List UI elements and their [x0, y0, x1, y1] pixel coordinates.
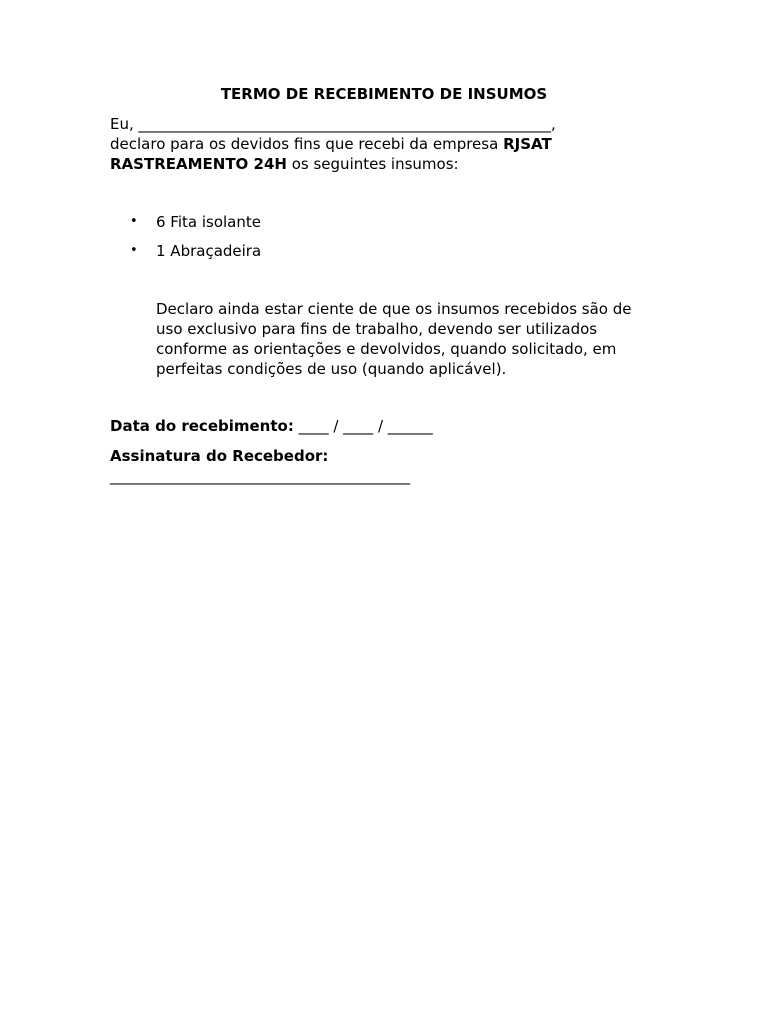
- declaration-paragraph: [156, 299, 656, 379]
- receipt-date-blank: ____ / ____ / ______: [293, 417, 433, 435]
- company-name-part2: RASTREAMENTO 24H: [110, 155, 287, 173]
- intro-name-line: Eu, _______________________________________________________,: [110, 115, 556, 133]
- document-title: TERMO DE RECEBIMENTO DE INSUMOS: [220, 85, 548, 103]
- signature-label: Assinatura do Recebedor:: [110, 447, 329, 465]
- signature-label-row: [110, 446, 328, 466]
- company-name-part1: RJSAT: [503, 135, 552, 153]
- item-text: 6 Fita isolante: [156, 213, 261, 231]
- supplies-list: [110, 212, 261, 270]
- intro-company-line-2: [110, 154, 610, 174]
- intro-company-line: [110, 134, 610, 154]
- bullet-icon: •: [130, 214, 138, 229]
- list-item: [110, 241, 261, 261]
- intro-text-suffix: os seguintes insumos:: [286, 155, 459, 173]
- intro-text: declaro para os devidos fins que recebi da empresa: [110, 135, 504, 153]
- signature-line: ________________________________________: [110, 467, 410, 485]
- receipt-date-label: Data do recebimento:: [110, 417, 294, 435]
- list-item: [110, 212, 261, 232]
- bullet-icon: •: [130, 243, 138, 258]
- item-text: 1 Abraçadeira: [156, 242, 262, 260]
- intro-paragraph: [110, 114, 610, 174]
- declaration-line: perfeitas condições de uso (quando aplicável).: [156, 360, 507, 378]
- declaration-line: uso exclusivo para fins de trabalho, devendo ser utilizados: [156, 320, 598, 338]
- receipt-date-row: [110, 416, 433, 436]
- declaration-line: Declaro ainda estar ciente de que os insumos recebidos são de: [156, 300, 632, 318]
- declaration-line: conforme as orientações e devolvidos, quando solicitado, em: [156, 340, 617, 358]
